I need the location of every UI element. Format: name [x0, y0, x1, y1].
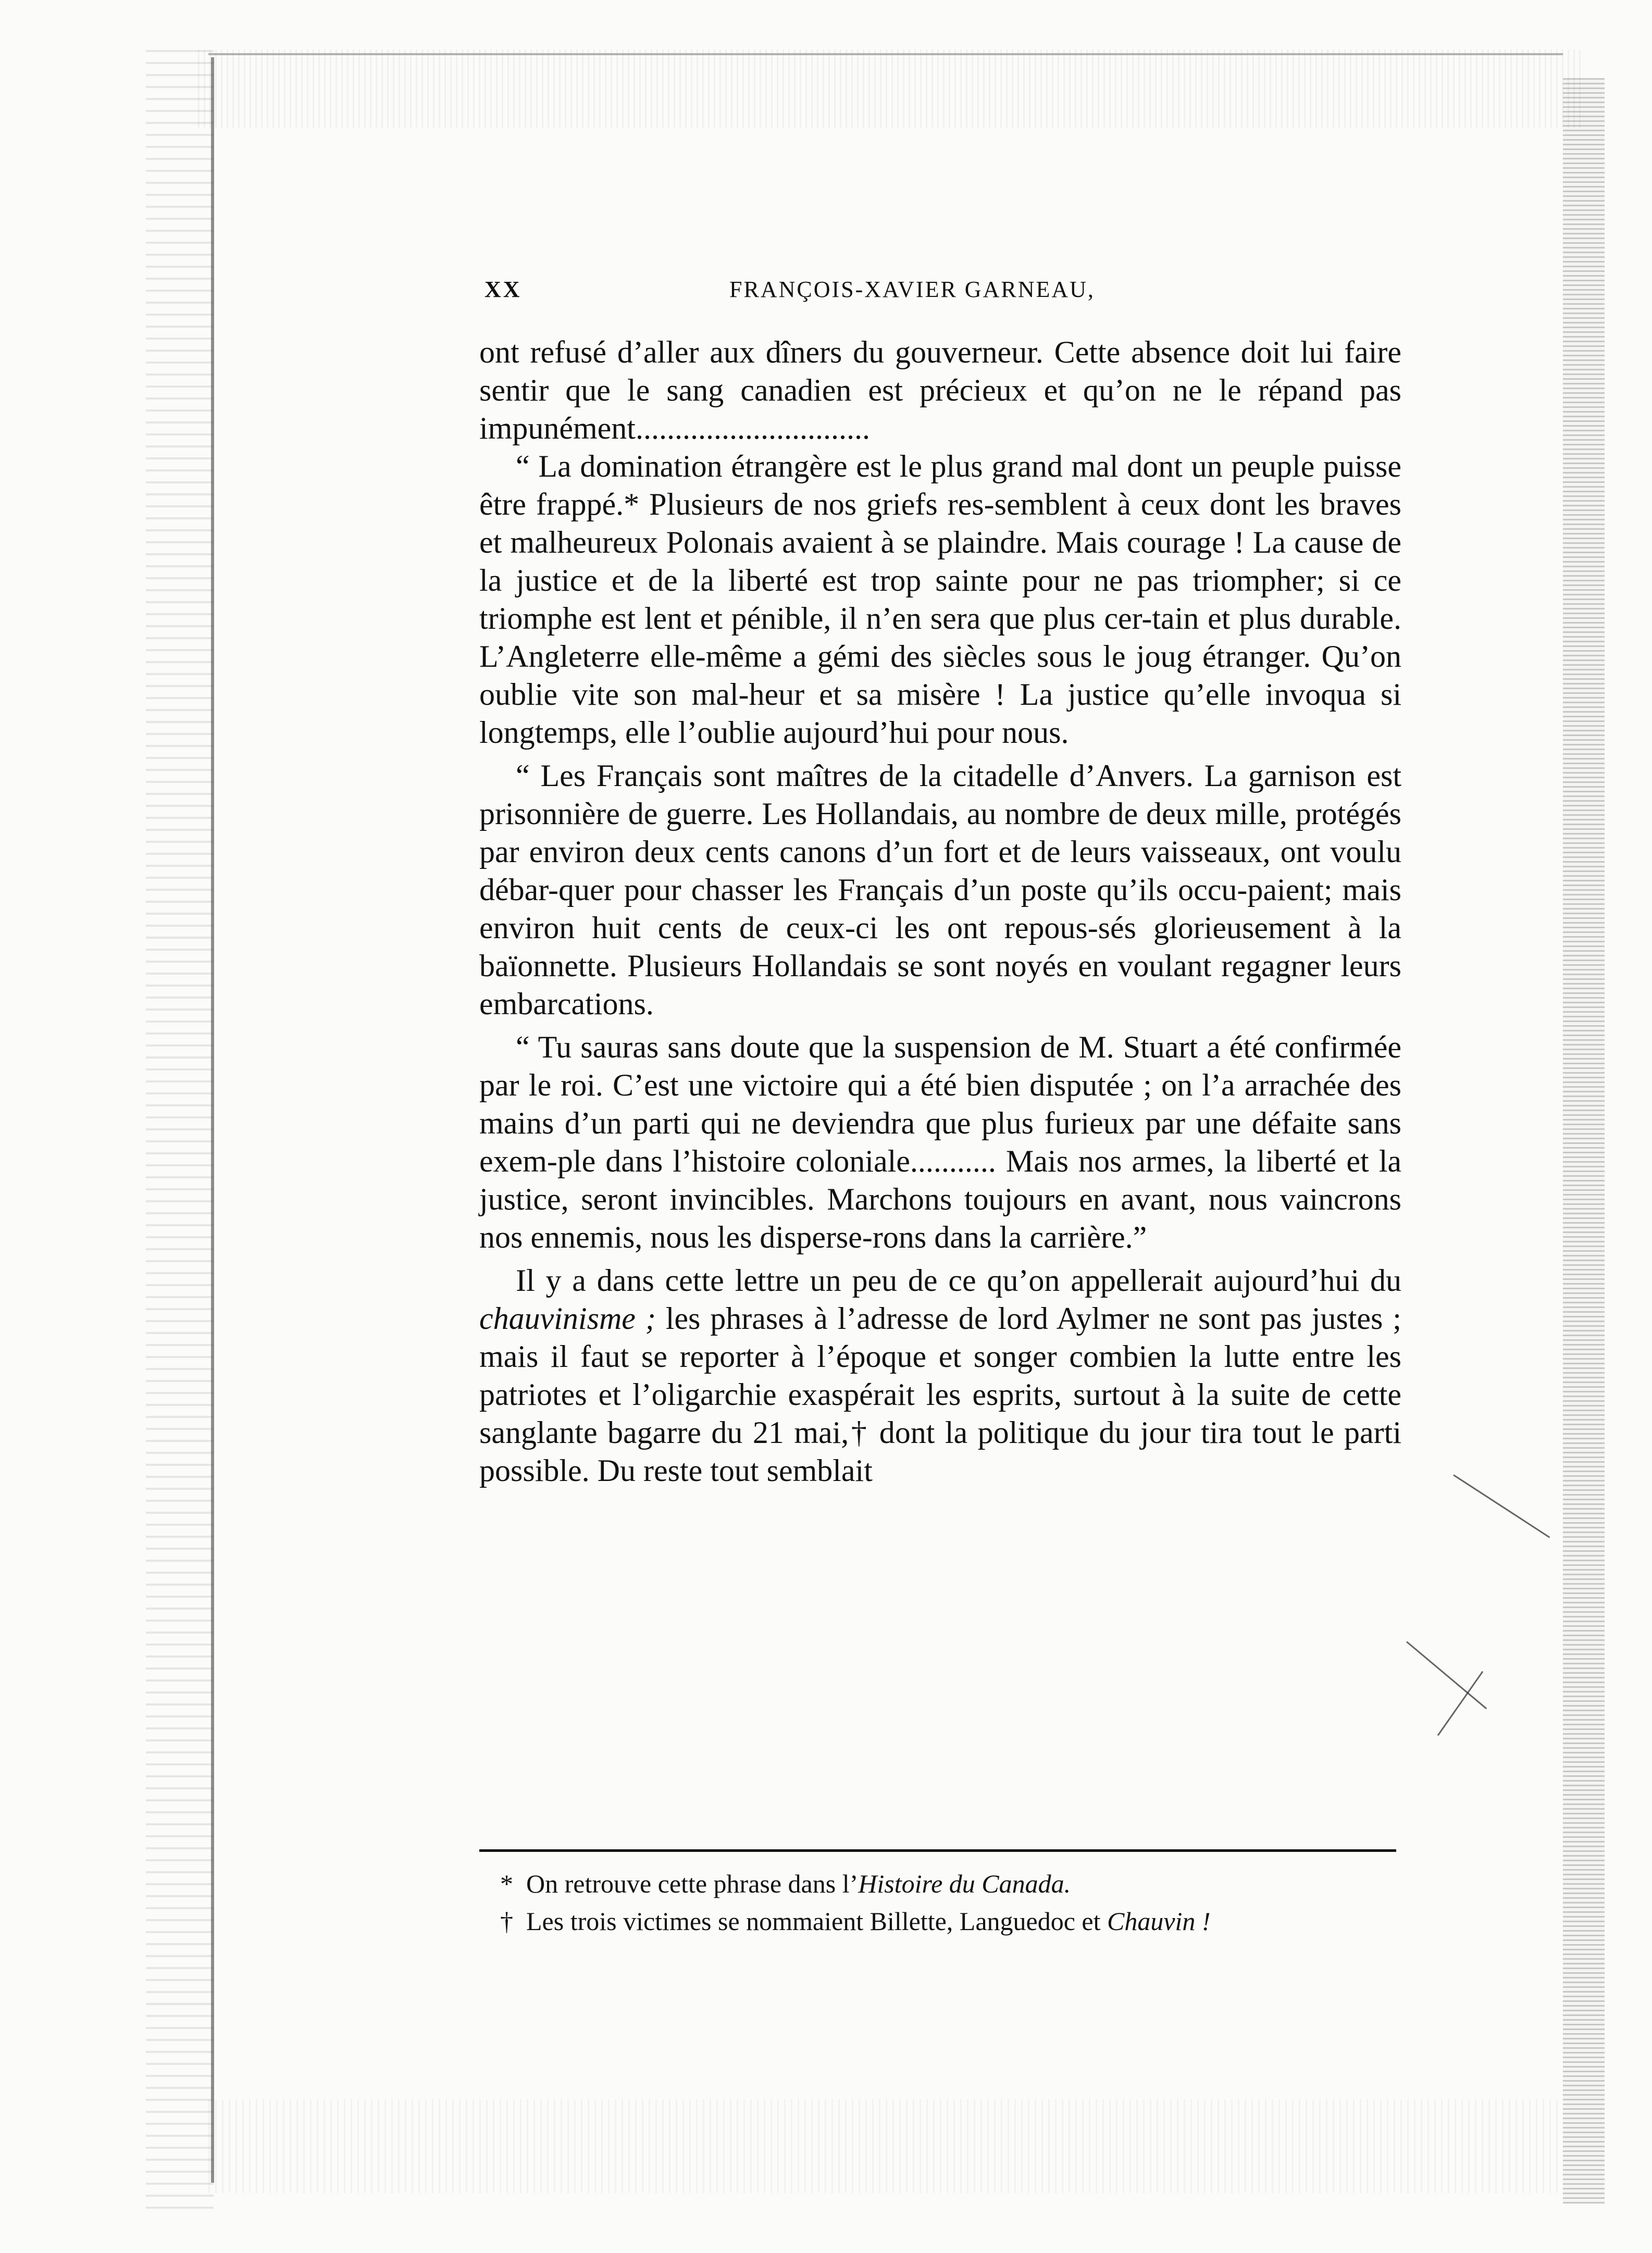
footnote-text: On retrouve cette phrase dans l’ [526, 1869, 859, 1898]
scan-edge-top [198, 49, 1584, 128]
running-head [485, 276, 1396, 313]
footnote-italic: Histoire du Canada. [858, 1869, 1071, 1898]
footnote-1 [500, 1865, 1417, 1902]
footnote-italic: Chauvin ! [1107, 1907, 1211, 1936]
footnotes [500, 1865, 1417, 1940]
stray-pen-mark [1406, 1641, 1487, 1709]
stray-pen-mark [1453, 1474, 1550, 1538]
paragraph-5-text-a: Il y a dans cette lettre un peu de ce qu’on appellerait aujourd’hui du [516, 1263, 1401, 1298]
footnote-ref-dagger: † [849, 1415, 870, 1450]
paragraph-1: ont refusé d’aller aux dîners du gouverneur. Cette absence doit lui faire sentir que le sang canadien est précieux et qu’on ne le répand pas impunément.............................. [479, 335, 1401, 445]
scan-edge-right [1563, 78, 1605, 2204]
paragraph-2 [479, 447, 1401, 752]
footnote-text: Les trois victimes se nommaient Billette, Languedoc et [526, 1907, 1107, 1936]
footnote-ref-asterisk: * [624, 487, 640, 521]
paragraph-5 [479, 1262, 1401, 1490]
paragraph-5-italic: chauvinisme ; [479, 1301, 656, 1336]
footnote-mark: * [500, 1869, 513, 1898]
scan-edge-left-line [211, 57, 214, 2183]
scan-edge-top-line [208, 53, 1563, 55]
stray-pen-mark [1437, 1671, 1483, 1736]
paragraph-2-text-b: Plusieurs de nos griefs res-semblent à ceux dont les braves et malheureux Polonais avaient à se plaindre. Mais courage ! La cause de la justice et de la liberté est trop sainte pour ne pas triompher; si ce triomphe est lent et pénible, il n’en sera que plus cer-tain et plus durable. L’Angleterre elle-même a gémi des siècles sous le joug étranger. Qu’on oublie vite son mal-heur et sa misère ! La justice qu’elle invoqua si longtemps, elle l’oublie aujourd’hui pour nous. [479, 487, 1401, 750]
paragraph-5-text-b: les phrases à l’adresse de lord Aylmer ne sont pas justes ; mais il faut se reporter à l’époque et songer combien la lutte entre les patriotes et l’oligarchie exaspérait les esprits, surtout à la suite de cette sanglante bagarre du 21 mai, [479, 1301, 1401, 1450]
scan-edge-bottom [208, 2099, 1563, 2193]
paragraph-4: “ Tu sauras sans doute que la suspension de M. Stuart a été confirmée par le roi. C’est une victoire qui a été bien disputée ; on l’a arrachée des mains d’un parti qui ne deviendra que plus furieux par une défaite sans exem-ple dans l’histoire coloniale........... Mais nos armes, la liberté et la justice, seront invincibles. Marchons toujours en avant, nous vaincrons nos ennemis, nous les disperse-rons dans la carrière.” [479, 1030, 1401, 1254]
header-title: FRANÇOIS-XAVIER GARNEAU, [729, 277, 1095, 302]
paragraph-3: “ Les Français sont maîtres de la citadelle d’Anvers. La garnison est prisonnière de guerre. Les Hollandais, au nombre de deux mille, protégés par environ deux cents canons d’un fort et de leurs vaisseaux, ont voulu débar-quer pour chasser les Français d’un poste qu’ils occu-paient; mais environ huit cents de ceux-ci les ont repous-sés glorieusement à la baïonnette. Plusieurs Hollandais se sont noyés en voulant regagner leurs embarcations. [479, 758, 1401, 1021]
footnote-2 [500, 1902, 1417, 1940]
paragraph-5-text-c: dont la politique du jour tira tout le parti possible. Du reste tout semblait [479, 1415, 1402, 1488]
footnote-rule [479, 1849, 1396, 1852]
page-number: XX [485, 277, 522, 302]
footnote-mark: † [500, 1907, 513, 1936]
scan-edge-left [146, 47, 214, 2209]
body-text [479, 333, 1401, 1490]
paragraph-2-text-a: “ La domination étrangère est le plus grand mal dont un peuple puisse être frappé. [479, 449, 1401, 521]
